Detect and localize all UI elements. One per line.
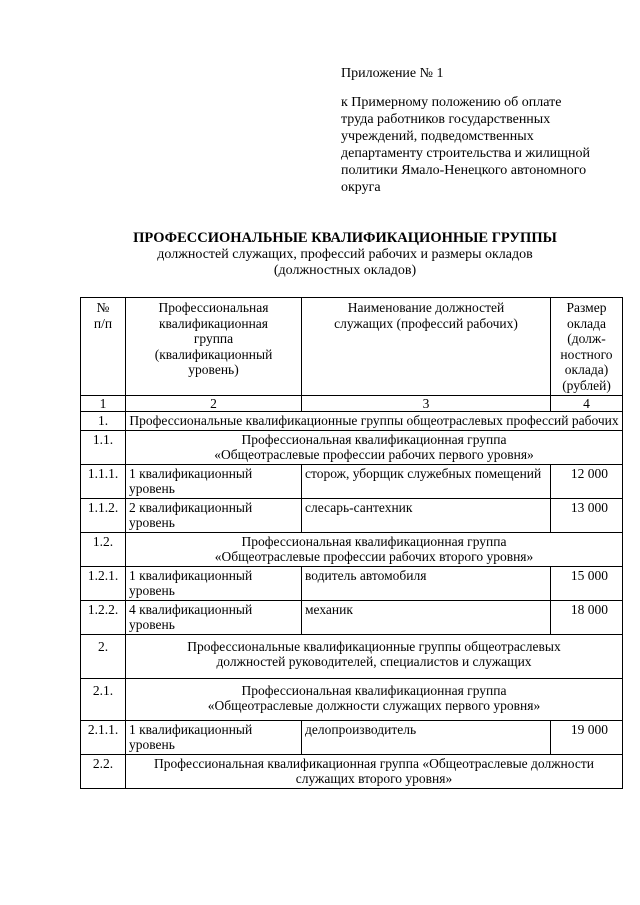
table-row: [81, 498, 623, 532]
header-position: Наименование должностей служащих (профессий рабочих): [302, 298, 551, 396]
position-name: механик: [302, 600, 551, 634]
table-row-group: [81, 754, 623, 788]
appendix-line: округа: [341, 180, 381, 195]
position-name: слесарь-сантехник: [302, 498, 551, 532]
heading-title: ПРОФЕССИОНАЛЬНЫЕ КВАЛИФИКАЦИОННЫЕ ГРУППЫ: [133, 230, 557, 246]
row-number: 1.1.2.: [81, 498, 126, 532]
row-number: 2.2.: [81, 754, 126, 788]
column-number: 3: [302, 396, 551, 412]
group-title: Профессиональная квалификационная группа «Общеотраслевые должности служащих второго уровня»: [126, 754, 623, 788]
position-name: делопроизводитель: [302, 720, 551, 754]
position-name: сторож, уборщик служебных помещений: [302, 464, 551, 498]
appendix-line: департаменту строительства и жилищной: [341, 146, 590, 161]
column-number: 4: [551, 396, 623, 412]
appendix-line: учреждений, подведомственных: [341, 129, 534, 144]
row-number: 1.: [81, 412, 126, 431]
qualification-level: 2 квалификационный уровень: [126, 498, 302, 532]
column-number: 1: [81, 396, 126, 412]
table-row-group: [81, 678, 623, 720]
appendix-line: к Примерному положению об оплате: [341, 95, 562, 110]
group-title: Профессиональная квалификационная группа «Общеотраслевые профессии рабочих первого уровня»: [126, 430, 623, 464]
qualification-level: 1 квалификационный уровень: [126, 720, 302, 754]
position-name: водитель автомобиля: [302, 566, 551, 600]
table-header-row: [81, 298, 623, 396]
table-row: [81, 720, 623, 754]
row-number: 1.2.1.: [81, 566, 126, 600]
table-row: [81, 566, 623, 600]
heading-subtitle: должностей служащих, профессий рабочих и размеры окладов: [157, 247, 533, 262]
table-row-group: [81, 532, 623, 566]
header-group: Профессиональная квалификационная группа (квалификационный уровень): [126, 298, 302, 396]
salary-value: 18 000: [551, 600, 623, 634]
group-title: Профессиональная квалификационная группа «Общеотраслевые должности служащих первого уровня»: [126, 678, 623, 720]
column-number-row: [81, 396, 623, 412]
salary-value: 13 000: [551, 498, 623, 532]
salary-value: 12 000: [551, 464, 623, 498]
section-title: Профессиональные квалификационные группы общеотраслевых должностей руководителей, специалистов и служащих: [126, 634, 623, 678]
salary-table: [80, 297, 623, 789]
row-number: 1.1.: [81, 430, 126, 464]
table-row-group: [81, 430, 623, 464]
section-title: Профессиональные квалификационные группы общеотраслевых профессий рабочих: [126, 412, 623, 431]
header-salary: Размер оклада (долж- ностного оклада) (рублей): [551, 298, 623, 396]
qualification-level: 1 квалификационный уровень: [126, 464, 302, 498]
document-heading: [80, 230, 610, 279]
row-number: 1.2.2.: [81, 600, 126, 634]
table-row-section: [81, 634, 623, 678]
row-number: 2.1.: [81, 678, 126, 720]
row-number: 2.: [81, 634, 126, 678]
column-number: 2: [126, 396, 302, 412]
appendix-title: Приложение № 1: [341, 66, 444, 81]
qualification-level: 1 квалификационный уровень: [126, 566, 302, 600]
appendix-block: [341, 65, 613, 196]
salary-value: 19 000: [551, 720, 623, 754]
table-row-section: [81, 412, 623, 431]
heading-subtitle-note: (должностных окладов): [273, 263, 417, 278]
row-number: 2.1.1.: [81, 720, 126, 754]
table-row: [81, 464, 623, 498]
row-number: 1.2.: [81, 532, 126, 566]
appendix-line: политики Ямало-Ненецкого автономного: [341, 163, 587, 178]
row-number: 1.1.1.: [81, 464, 126, 498]
salary-value: 15 000: [551, 566, 623, 600]
header-num: № п/п: [81, 298, 126, 396]
group-title: Профессиональная квалификационная группа «Общеотраслевые профессии рабочих второго уровня»: [126, 532, 623, 566]
appendix-line: труда работников государственных: [341, 112, 551, 127]
table-row: [81, 600, 623, 634]
qualification-level: 4 квалификационный уровень: [126, 600, 302, 634]
